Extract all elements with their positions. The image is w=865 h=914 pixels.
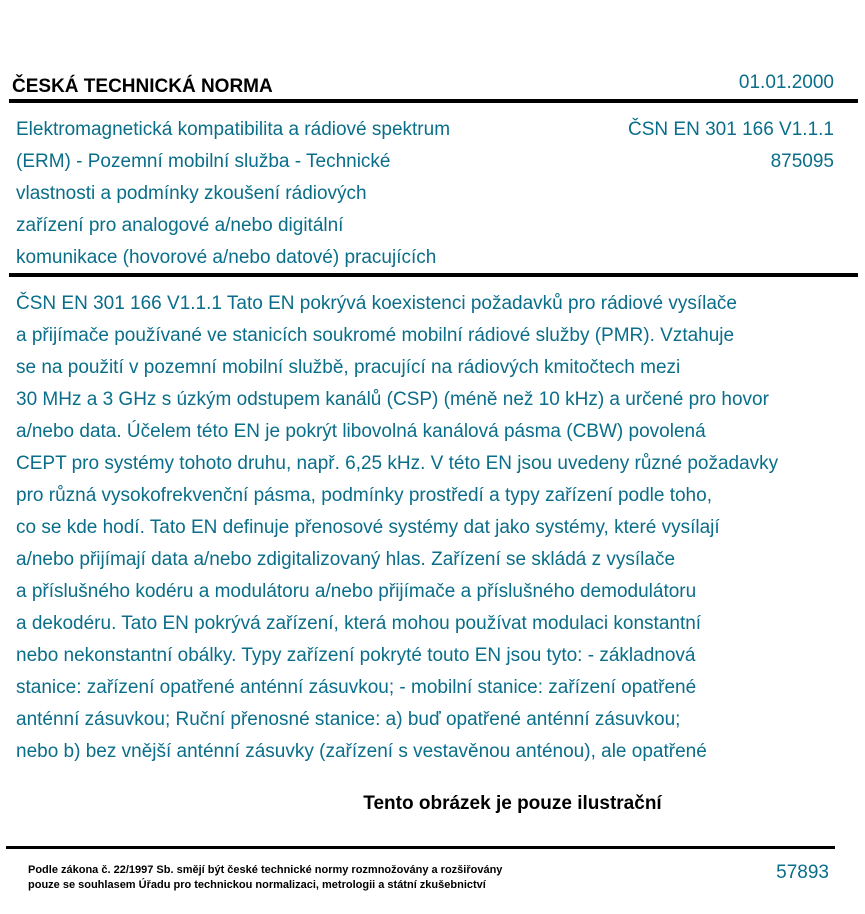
abstract-line: 30 MHz a 3 GHz s úzkým odstupem kanálů (CSP) (méně než 10 kHz) a určené pro hovor	[16, 389, 769, 410]
title-divider	[9, 273, 858, 277]
abstract-line: CEPT pro systémy tohoto druhu, např. 6,25 kHz. V této EN jsou uvedeny různé požadavky	[16, 453, 779, 474]
abstract-line: pro různá vysokofrekvenční pásma, podmínky prostředí a typy zařízení podle toho,	[16, 485, 712, 506]
abstract-line: nebo b) bez vnější anténní zásuvky (zařízení s vestavěnou anténou), ale opatřené	[16, 741, 707, 762]
copyright-notice-line: Podle zákona č. 22/1997 Sb. smějí být české technické normy rozmnožovány a rozšiřovány	[28, 864, 503, 876]
standard-code: ČSN EN 301 166 V1.1.1	[628, 119, 834, 140]
abstract-line: a/nebo přijímají data a/nebo zdigitalizovaný hlas. Zařízení se skládá z vysílače	[16, 549, 676, 570]
abstract-line: a/nebo data. Účelem této EN je pokrýt libovolná kanálová pásma (CBW) povolená	[16, 421, 706, 442]
header-divider	[9, 99, 858, 103]
copyright-notice-line: pouze se souhlasem Úřadu pro technickou normalizaci, metrologii a státní zkušebnictví	[28, 879, 486, 891]
standard-title-line: zařízení pro analogové a/nebo digitální	[16, 215, 344, 236]
abstract-line: co se kde hodí. Tato EN definuje přenosové systémy dat jako systémy, které vysílají	[16, 517, 720, 538]
abstract-line: stanice: zařízení opatřené anténní zásuvkou; - mobilní stanice: zařízení opatřené	[16, 677, 697, 698]
document-number: 57893	[776, 862, 829, 883]
standard-title-line: vlastnosti a podmínky zkoušení rádiových	[16, 183, 367, 204]
abstract-line: ČSN EN 301 166 V1.1.1 Tato EN pokrývá koexistenci požadavků pro rádiové vysílače	[16, 293, 737, 314]
document-type-title: ČESKÁ TECHNICKÁ NORMA	[12, 76, 273, 97]
standard-title-line: (ERM) - Pozemní mobilní služba - Technické	[16, 151, 391, 172]
issue-date: 01.01.2000	[738, 72, 834, 93]
abstract-line: anténní zásuvkou; Ruční přenosné stanice: a) buď opatřené anténní zásuvkou;	[16, 709, 681, 730]
abstract-line: a dekodéru. Tato EN pokrývá zařízení, která mohou používat modulaci konstantní	[16, 613, 702, 634]
standard-title-line: komunikace (hovorové a/nebo datové) pracujících	[16, 247, 437, 268]
abstract-line: nebo nekonstantní obálky. Typy zařízení pokryté touto EN jsou tyto: - základnová	[16, 645, 696, 666]
illustration-note: Tento obrázek je pouze ilustrační	[363, 793, 662, 814]
abstract-line: a příslušného kodéru a modulátoru a/nebo přijímače a příslušného demodulátoru	[16, 581, 697, 602]
abstract-line: se na použití v pozemní mobilní službě, pracující na rádiových kmitočtech mezi	[16, 357, 681, 378]
footer-divider	[6, 846, 835, 849]
standard-title-line: Elektromagnetická kompatibilita a rádiové spektrum	[16, 119, 451, 140]
catalog-number: 875095	[770, 151, 834, 172]
abstract-line: a přijímače používané ve stanicích soukromé mobilní rádiové služby (PMR). Vztahuje	[16, 325, 735, 346]
